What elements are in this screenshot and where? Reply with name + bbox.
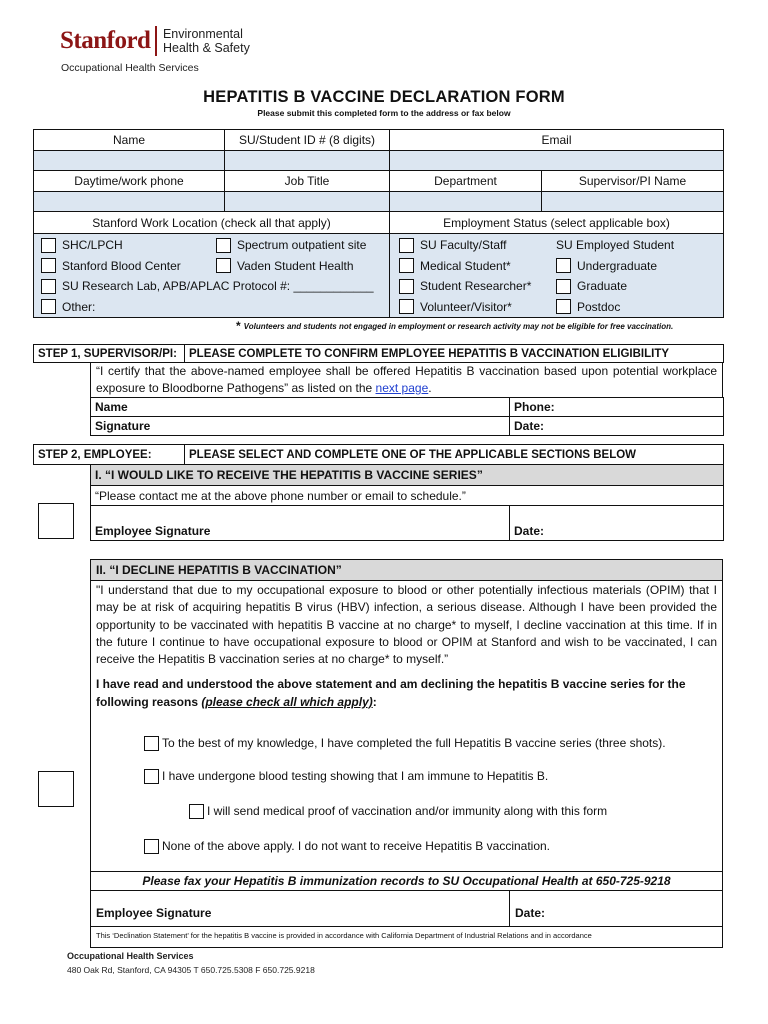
section2-title: II. “I DECLINE HEPATITIS B VACCINATION” xyxy=(91,560,722,581)
checkbox[interactable] xyxy=(399,258,414,273)
step1-sign-table xyxy=(90,397,724,436)
stanford-logo xyxy=(60,26,250,56)
step1-certify-box xyxy=(90,362,723,398)
brand-dept-line2: Health & Safety xyxy=(162,41,250,55)
step1-certify-paragraph xyxy=(91,362,722,398)
status-option[interactable] xyxy=(399,235,556,256)
footer-address: 480 Oak Rd, Stanford, CA 94305 T 650.725.5308 F 650.725.9218 xyxy=(67,965,315,975)
step1-phone-label: Phone: xyxy=(514,400,555,414)
location-option[interactable] xyxy=(41,297,389,318)
step1-table xyxy=(33,344,724,363)
name-header: Name xyxy=(34,130,225,151)
step2-label: STEP 2, EMPLOYEE: xyxy=(34,445,185,465)
checkbox[interactable] xyxy=(41,279,56,294)
section2-select-checkbox[interactable] xyxy=(38,771,74,807)
checkbox[interactable] xyxy=(144,769,159,784)
next-page-link[interactable]: next page xyxy=(375,381,429,395)
declaration-note: This ‘Declination Statement’ for the hepatitis B vaccine is provided in accordance with California Department of Industrial Relations and in accordance xyxy=(96,931,592,940)
step1-heading: PLEASE COMPLETE TO CONFIRM EMPLOYEE HEPATITIS B VACCINATION ELIGIBILITY xyxy=(185,345,724,363)
phone-header: Daytime/work phone xyxy=(34,171,225,192)
reason-option[interactable] xyxy=(144,733,666,754)
supervisor-field[interactable] xyxy=(542,192,724,212)
status-option[interactable] xyxy=(556,256,674,277)
section1-table xyxy=(90,464,724,541)
section1-date-label: Date: xyxy=(514,524,545,538)
step1-name-field[interactable] xyxy=(91,398,510,417)
reason-option[interactable] xyxy=(144,836,550,857)
location-label: SU Research Lab, APB/APLAC Protocol #: ____________ xyxy=(62,279,374,294)
checkbox[interactable] xyxy=(399,279,414,294)
department-header: Department xyxy=(390,171,542,192)
checkbox[interactable] xyxy=(216,238,231,253)
footnote-mark: * xyxy=(236,319,241,333)
checkbox[interactable] xyxy=(189,804,204,819)
footer-org: Occupational Health Services xyxy=(67,951,194,961)
brand-sub-unit: Occupational Health Services xyxy=(61,62,199,74)
checkbox[interactable] xyxy=(144,736,159,751)
certify-text: “I certify that the above-named employee shall be offered Hepatitis B vaccination based upon potential workplace exposure to Bloodborne Pathogens” as listed on the xyxy=(96,364,717,395)
form-title: HEPATITIS B VACCINE DECLARATION FORM xyxy=(203,88,565,106)
id-header: SU/Student ID # (8 digits) xyxy=(225,130,390,151)
status-label: Student Researcher* xyxy=(420,279,532,294)
checkbox[interactable] xyxy=(216,258,231,273)
section1-select-checkbox[interactable] xyxy=(38,503,74,539)
name-field[interactable] xyxy=(34,151,225,171)
status-option[interactable] xyxy=(399,256,556,277)
status-label: Medical Student* xyxy=(420,258,511,273)
section1-date-field[interactable] xyxy=(510,506,724,541)
brand-divider xyxy=(155,26,157,56)
declining-emphasis: (please check all which apply) xyxy=(201,694,373,709)
reason-option[interactable] xyxy=(189,801,607,822)
checkbox[interactable] xyxy=(41,258,56,273)
certify-period: . xyxy=(428,381,432,395)
location-label: Stanford Blood Center xyxy=(62,258,181,273)
department-field[interactable] xyxy=(390,192,542,212)
checkbox[interactable] xyxy=(556,279,571,294)
reason-label: I have undergone blood testing showing that I am immune to Hepatitis B. xyxy=(162,769,549,784)
step1-date-field[interactable] xyxy=(510,417,724,436)
footnote-text: Volunteers and students not engaged in employment or research activity may not be eligible for free vaccination. xyxy=(243,322,674,331)
employee-info-table xyxy=(33,129,724,318)
location-option[interactable] xyxy=(216,256,366,277)
status-option[interactable] xyxy=(556,276,674,297)
checkbox[interactable] xyxy=(556,258,571,273)
step2-table xyxy=(33,444,724,465)
location-option[interactable] xyxy=(41,276,389,297)
step1-phone-field[interactable] xyxy=(510,398,724,417)
id-field[interactable] xyxy=(225,151,390,171)
status-label: Volunteer/Visitor* xyxy=(420,299,512,314)
status-label: Graduate xyxy=(577,279,628,294)
section2-date-label: Date: xyxy=(515,906,546,920)
fax-note: Please fax your Hepatitis B immunization records to SU Occupational Health at 650-725-9218 xyxy=(91,871,722,891)
location-label: Spectrum outpatient site xyxy=(237,238,367,253)
declining-text: I have read and understood the above statement and am declining the hepatitis B vaccine series for the following reasons xyxy=(96,677,686,709)
location-options xyxy=(34,234,390,318)
checkbox[interactable] xyxy=(399,299,414,314)
reason-label: I will send medical proof of vaccination and/or immunity along with this form xyxy=(207,804,608,819)
location-label: SHC/LPCH xyxy=(62,238,123,253)
section2-signature-label: Employee Signature xyxy=(96,906,212,920)
checkbox[interactable] xyxy=(144,839,159,854)
section2-text: "I understand that due to my occupational exposure to blood or other potentially infectious materials (OPIM) that I may be at risk of acquiring hepatitis B virus (HBV) infection, a serious disease. Although I have been provided the opportunity to be vaccinated with hepatitis B vaccine at no charge* to myself, I decline vaccination at this time. If in the future I continue to have occupational exposure to blood or OPIM at Stanford and wish to be vaccinated, I can receive the Hepatitis B vaccination series at no charge* to myself.” xyxy=(96,583,717,667)
declining-statement xyxy=(91,669,722,711)
brand-department xyxy=(163,27,250,55)
checkbox[interactable] xyxy=(399,238,414,253)
step1-label: STEP 1, SUPERVISOR/PI: xyxy=(34,345,185,363)
job-header: Job Title xyxy=(225,171,390,192)
location-option[interactable] xyxy=(216,235,366,256)
brand-name: Stanford xyxy=(60,27,151,54)
checkbox[interactable] xyxy=(556,299,571,314)
section1-signature-field[interactable] xyxy=(91,506,510,541)
section2-signature-field[interactable] xyxy=(91,891,510,927)
checkbox[interactable] xyxy=(41,238,56,253)
step1-name-label: Name xyxy=(95,400,128,414)
location-label: Vaden Student Health xyxy=(237,258,354,273)
section1-text: “Please contact me at the above phone number or email to schedule.” xyxy=(91,486,724,506)
location-label: Other: xyxy=(62,299,96,314)
section2-box xyxy=(90,559,723,948)
step1-signature-label: Signature xyxy=(95,419,151,433)
section1-signature-label: Employee Signature xyxy=(95,524,211,538)
status-label: Undergraduate xyxy=(577,258,658,273)
location-header: Stanford Work Location (check all that apply) xyxy=(34,212,390,234)
status-option[interactable] xyxy=(556,297,674,318)
section1-title: I. “I WOULD LIKE TO RECEIVE THE HEPATITIS B VACCINE SERIES” xyxy=(91,465,724,486)
email-field[interactable] xyxy=(390,151,724,171)
phone-field[interactable] xyxy=(34,192,225,212)
supervisor-header: Supervisor/PI Name xyxy=(542,171,724,192)
reason-label: None of the above apply. I do not want to receive Hepatitis B vaccination. xyxy=(162,839,551,854)
step1-signature-field[interactable] xyxy=(91,417,510,436)
location-option[interactable] xyxy=(41,235,216,256)
status-option[interactable] xyxy=(399,276,556,297)
eligibility-footnote xyxy=(236,319,673,333)
status-options xyxy=(390,234,724,318)
step1-date-label: Date: xyxy=(514,419,545,433)
status-label: SU Faculty/Staff xyxy=(420,238,507,253)
reason-option[interactable] xyxy=(144,766,548,787)
email-header: Email xyxy=(390,130,724,151)
step2-heading: PLEASE SELECT AND COMPLETE ONE OF THE APPLICABLE SECTIONS BELOW xyxy=(185,445,724,465)
job-field[interactable] xyxy=(225,192,390,212)
status-option[interactable] xyxy=(399,297,556,318)
declining-colon: : xyxy=(372,694,377,709)
status-label: Postdoc xyxy=(577,299,621,314)
employed-student-header: SU Employed Student xyxy=(556,238,675,253)
checkbox[interactable] xyxy=(41,299,56,314)
section2-date-field[interactable] xyxy=(510,891,722,927)
status-header: Employment Status (select applicable box) xyxy=(390,212,724,234)
brand-dept-line1: Environmental xyxy=(162,27,243,41)
reason-label: To the best of my knowledge, I have completed the full Hepatitis B vaccine series (three shots). xyxy=(162,736,666,751)
location-option[interactable] xyxy=(41,256,216,277)
form-subtitle: Please submit this completed form to the address or fax below xyxy=(257,108,511,118)
